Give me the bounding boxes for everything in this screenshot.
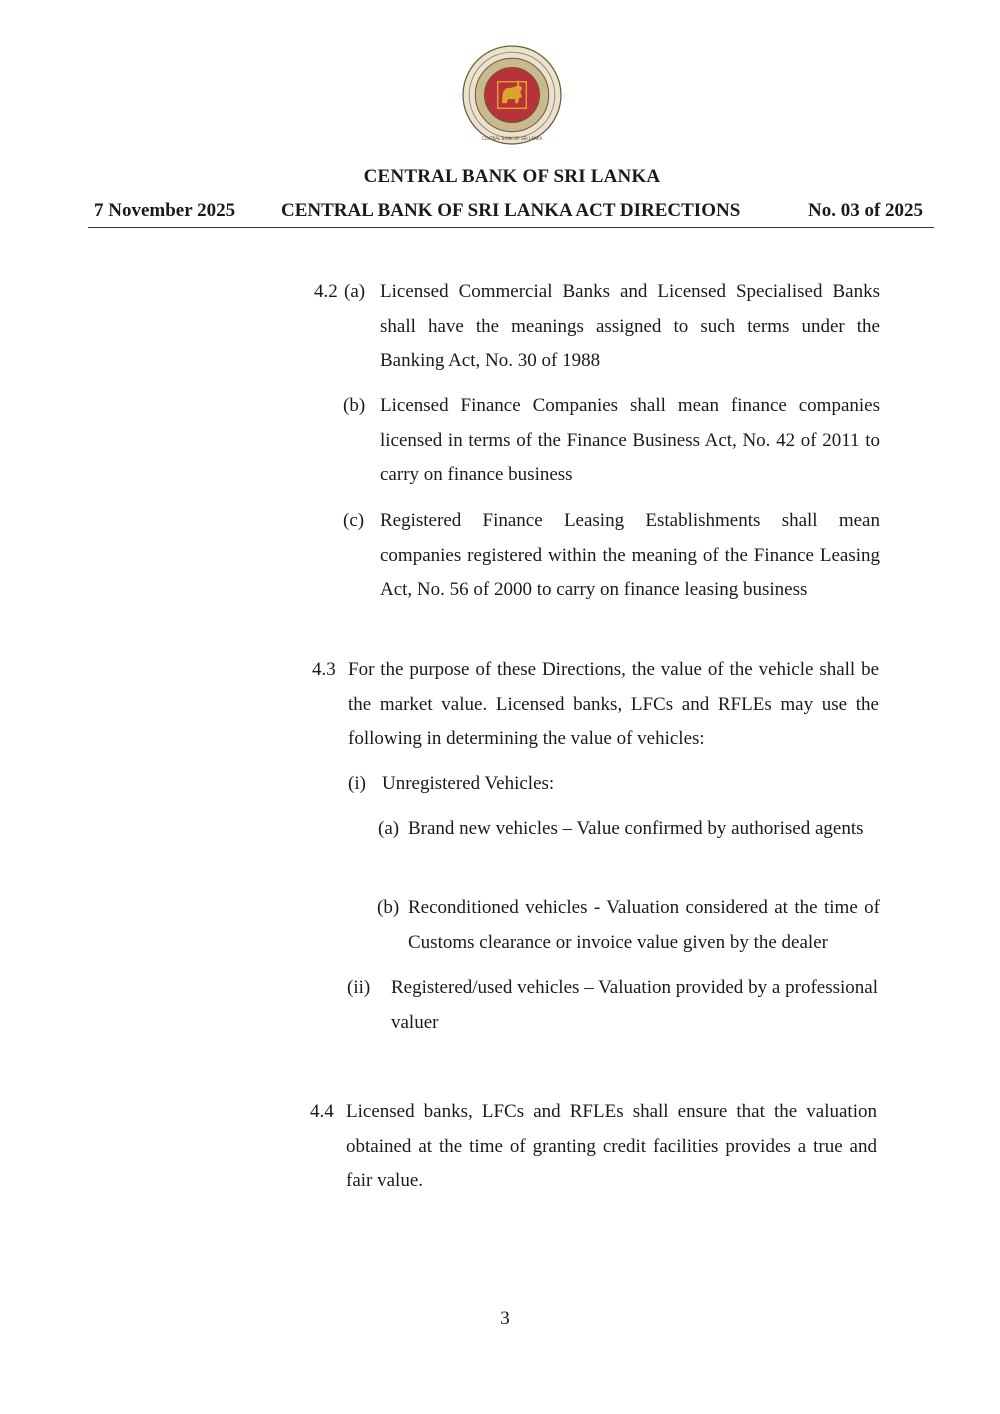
item-label: (b)	[343, 395, 366, 416]
section-4-3-i-b	[377, 891, 880, 960]
section-number: 4.3	[312, 659, 336, 680]
header-date: 7 November 2025	[94, 200, 236, 221]
header-number: No. 03 of 2025	[808, 200, 924, 221]
section-4-4	[310, 1095, 877, 1199]
seal-ring-text: CENTRAL BANK OF SRI LANKA	[481, 135, 543, 141]
item-text: Unregistered Vehicles:	[382, 773, 555, 794]
item-text: Registered/used vehicles – Valuation provided by a professional valuer	[391, 977, 878, 1033]
section-4-2-c	[343, 504, 880, 608]
section-text: Licensed banks, LFCs and RFLEs shall ensure that the valuation obtained at the time of granting credit facilities provides a true and fair value.	[346, 1101, 877, 1191]
item-text: Reconditioned vehicles - Valuation considered at the time of Customs clearance or invoice value given by the dealer	[408, 897, 880, 953]
section-4-3-i-a	[378, 812, 878, 847]
item-text: Licensed Finance Companies shall mean finance companies licensed in terms of the Finance Business Act, No. 42 of 2011 to carry on finance business	[380, 395, 880, 485]
item-label: (a)	[378, 818, 400, 839]
item-text: Licensed Commercial Banks and Licensed Specialised Banks shall have the meanings assigned to such terms under the Banking Act, No. 30 of 1988	[380, 281, 880, 371]
header-title: CENTRAL BANK OF SRI LANKA ACT DIRECTIONS	[281, 200, 741, 221]
item-text: Brand new vehicles – Value confirmed by authorised agents	[408, 818, 864, 839]
section-4-3-i	[348, 767, 879, 802]
item-text: Registered Finance Leasing Establishments shall mean companies registered within the meaning of the Finance Leasing Act, No. 56 of 2000 to carry on finance leasing business	[380, 510, 880, 600]
org-name: CENTRAL BANK OF SRI LANKA	[363, 166, 661, 187]
section-text: For the purpose of these Directions, the value of the vehicle shall be the market value. Licensed banks, LFCs and RFLEs may use the following in determining the value of vehicles:	[348, 659, 879, 749]
item-label: (c)	[343, 510, 365, 531]
header-divider	[88, 227, 934, 228]
section-4-3	[312, 653, 879, 757]
section-4-2-b	[343, 389, 880, 493]
item-label: (a)	[344, 281, 366, 302]
section-4-3-ii	[347, 971, 878, 1040]
item-label: (ii)	[347, 977, 371, 998]
item-label: (b)	[377, 897, 400, 918]
page-number: 3	[500, 1308, 510, 1329]
section-number: 4.4	[310, 1101, 334, 1122]
section-4-2-a	[314, 275, 880, 379]
section-number: 4.2	[314, 281, 338, 302]
central-bank-seal	[461, 44, 563, 146]
item-label: (i)	[348, 773, 366, 794]
